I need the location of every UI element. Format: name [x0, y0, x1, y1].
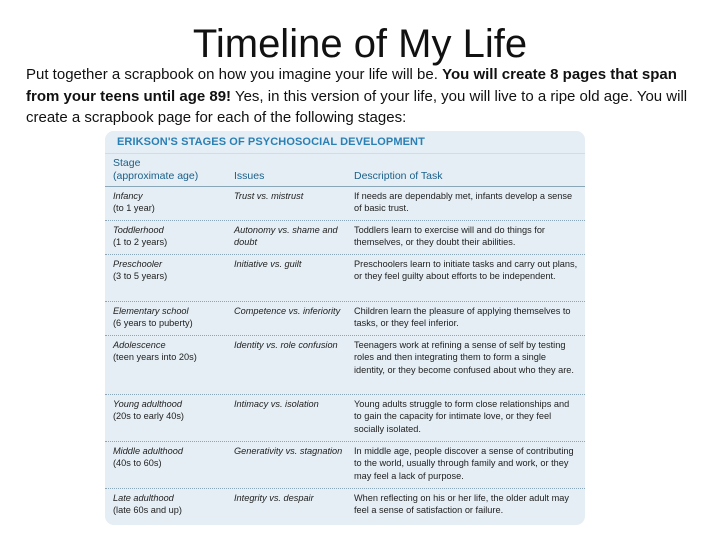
- header-stage: [113, 157, 228, 182]
- stage-name: Young adulthood: [113, 399, 182, 409]
- stage-age: (40s to 60s): [113, 458, 162, 469]
- description-cell: When reflecting on his or her life, the older adult may feel a sense of satisfaction or failure.: [354, 493, 569, 516]
- description-cell: Toddlers learn to exercise will and do things for themselves, or they doubt their abilities.: [354, 225, 545, 248]
- stage-name: Late adulthood: [113, 493, 174, 503]
- stage-name: Infancy: [113, 191, 143, 201]
- issue-cell: Generativity vs. stagnation: [234, 446, 343, 456]
- header-description: Description of Task: [354, 170, 443, 182]
- stage-cell: [113, 305, 228, 330]
- table-row: [105, 221, 585, 255]
- stage-cell: [113, 445, 228, 470]
- stage-name: Elementary school: [113, 306, 189, 316]
- stage-name: Middle adulthood: [113, 446, 183, 456]
- table-row: [105, 442, 585, 489]
- stage-cell: [113, 258, 228, 283]
- issue-cell: Trust vs. mistrust: [234, 191, 304, 201]
- issue-cell: Intimacy vs. isolation: [234, 399, 319, 409]
- stage-age: (20s to early 40s): [113, 411, 184, 422]
- intro-text-bold: You will create 8 pages that span from your teens until age 89!: [26, 66, 677, 105]
- table-header-row: [105, 154, 585, 187]
- stage-age: (to 1 year): [113, 203, 155, 214]
- stage-name: Adolescence: [113, 340, 166, 350]
- stage-cell: [113, 190, 228, 215]
- table-row: [105, 489, 585, 525]
- description-cell: Children learn the pleasure of applying themselves to tasks, or they feel inferior.: [354, 306, 571, 329]
- header-stage-line2: (approximate age): [113, 169, 199, 182]
- description-cell: Preschoolers learn to initiate tasks and carry out plans, or they feel guilty about efforts to be independent.: [354, 259, 578, 282]
- issue-cell: Competence vs. inferiority: [234, 306, 341, 316]
- intro-text-1: Put together a scrapbook on how you imagine your life will be.: [26, 66, 443, 83]
- table-row: [105, 336, 585, 395]
- stage-cell: [113, 492, 228, 517]
- stage-name: Preschooler: [113, 259, 163, 269]
- description-cell: In middle age, people discover a sense of contributing to the world, usually through family and work, or they may feel a lack of purpose.: [354, 446, 574, 481]
- stage-age: (teen years into 20s): [113, 352, 197, 363]
- erikson-stages-table: [105, 131, 585, 525]
- description-cell: Teenagers work at refining a sense of self by testing roles and then integrating them to form a single identity, or they become confused about who they are.: [354, 340, 574, 375]
- table-row: [105, 302, 585, 336]
- stage-cell: [113, 398, 228, 423]
- stage-age: (6 years to puberty): [113, 318, 193, 329]
- table-title: ERIKSON'S STAGES OF PSYCHOSOCIAL DEVELOPMENT: [105, 131, 585, 154]
- intro-text-2: Yes, in this version of your life, you will live to a ripe old age. You will create a scrapbook page for each of the following stages:: [26, 87, 688, 126]
- table-row: [105, 255, 585, 302]
- header-issues: Issues: [234, 170, 265, 182]
- stage-age: (late 60s and up): [113, 505, 182, 516]
- table-row: [105, 187, 585, 221]
- table-row: [105, 395, 585, 442]
- header-stage-line1: Stage: [113, 157, 141, 169]
- slide-title: Timeline of My Life: [192, 22, 528, 66]
- stage-cell: [113, 339, 228, 364]
- description-cell: Young adults struggle to form close relationships and to gain the capacity for intimate love, or they feel socially isolated.: [354, 399, 570, 434]
- issue-cell: Autonomy vs. shame and doubt: [234, 225, 338, 248]
- issue-cell: Initiative vs. guilt: [234, 259, 302, 269]
- intro-paragraph: [26, 64, 706, 129]
- stage-name: Toddlerhood: [113, 225, 164, 235]
- stage-age: (3 to 5 years): [113, 271, 168, 282]
- description-cell: If needs are dependably met, infants develop a sense of basic trust.: [354, 191, 573, 214]
- issue-cell: Identity vs. role confusion: [234, 340, 338, 350]
- issue-cell: Integrity vs. despair: [234, 493, 314, 503]
- stage-age: (1 to 2 years): [113, 237, 168, 248]
- stage-cell: [113, 224, 228, 249]
